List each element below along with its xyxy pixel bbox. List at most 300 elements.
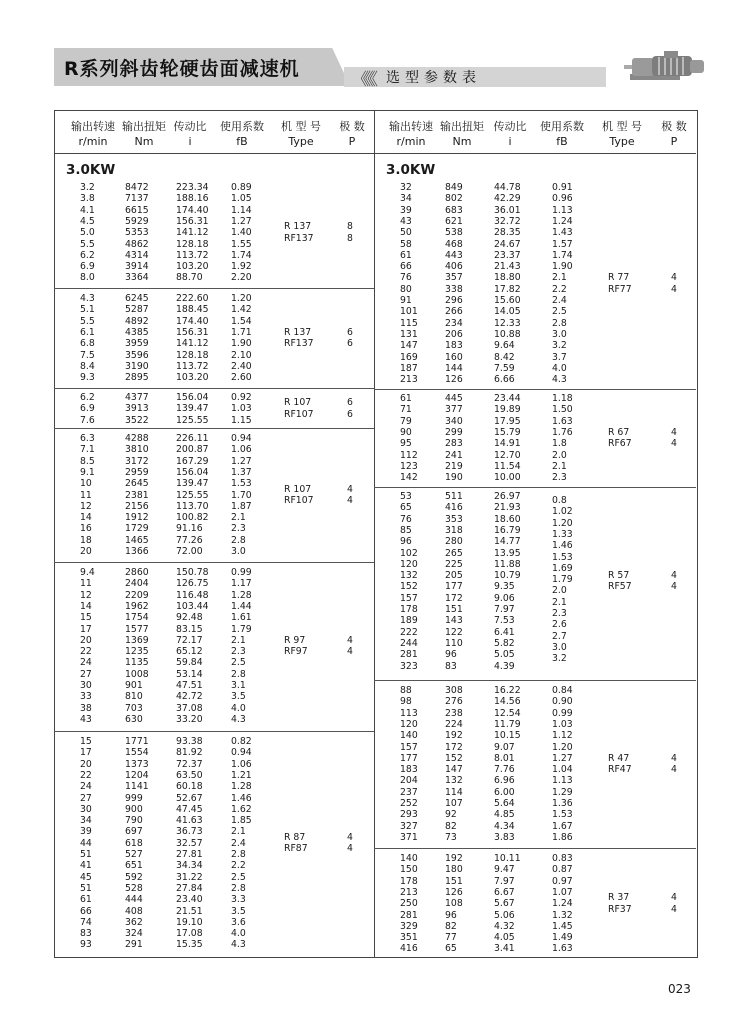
speed-cell: 101: [400, 306, 418, 318]
speed-cell: 416: [400, 943, 418, 955]
ratio-cell: 33.20: [176, 713, 203, 725]
torque-cell: 445: [445, 393, 463, 404]
torque-cell: 126: [445, 374, 463, 386]
service-factor-cell: 1.87: [231, 500, 252, 512]
service-factor-cell: 0.82: [231, 736, 252, 747]
speed-cell: 323: [400, 660, 418, 672]
service-factor-cell: 1.07: [552, 886, 573, 898]
speed-cell: 140: [400, 730, 418, 742]
speed-cell: 5.0: [80, 227, 95, 239]
torque-cell: 1366: [125, 546, 149, 557]
table-row: [0, 250, 750, 261]
speed-cell: 12: [80, 500, 92, 512]
service-factor-cell: 1.37: [231, 466, 252, 478]
torque-cell: 92: [445, 809, 457, 821]
ratio-cell: 32.57: [176, 837, 203, 849]
ratio-cell: 91.16: [176, 523, 203, 535]
torque-cell: 3364: [125, 272, 149, 284]
torque-cell: 1771: [125, 736, 149, 747]
torque-cell: 790: [125, 815, 143, 827]
speed-cell: 15: [80, 612, 92, 624]
ratio-cell: 15.60: [494, 295, 521, 306]
speed-cell: 27: [80, 792, 92, 804]
service-factor-cell: 1.79: [231, 623, 252, 635]
service-factor-cell: 2.60: [231, 372, 252, 384]
ratio-cell: 10.79: [494, 570, 521, 582]
ratio-cell: 6.96: [494, 775, 515, 787]
ratio-cell: 72.37: [176, 758, 203, 770]
torque-cell: 2209: [125, 589, 149, 601]
service-factor-cell: 1.04: [552, 764, 573, 776]
table-row: [0, 921, 750, 932]
pole-count: 6: [347, 338, 353, 350]
service-factor-cell: 1.92: [231, 261, 252, 273]
speed-cell: 76: [400, 513, 412, 525]
service-factor-cell: 4.0: [231, 928, 246, 940]
torque-cell: 266: [445, 306, 463, 318]
column-header-2: 传动比: [173, 120, 207, 133]
pole-count: 4: [671, 764, 677, 776]
torque-cell: 1912: [125, 512, 149, 524]
ratio-cell: 7.53: [494, 615, 515, 627]
table-row: [0, 708, 750, 719]
speed-cell: 22: [80, 769, 92, 781]
column-header-5: 极 数: [339, 120, 365, 133]
torque-cell: 1554: [125, 747, 149, 759]
service-factor-cell: 1.32: [552, 909, 573, 921]
service-factor-cell: 2.3: [552, 608, 567, 619]
speed-cell: 9.4: [80, 567, 95, 578]
speed-cell: 120: [400, 718, 418, 730]
speed-cell: 150: [400, 864, 418, 876]
speed-cell: 16: [80, 523, 92, 535]
torque-cell: 3959: [125, 338, 149, 350]
speed-cell: 204: [400, 775, 418, 787]
speed-cell: 252: [400, 798, 418, 809]
service-factor-cell: 1.20: [552, 517, 573, 529]
speed-cell: 32: [400, 182, 412, 193]
ratio-cell: 17.08: [176, 928, 203, 940]
speed-cell: 4.5: [80, 215, 95, 227]
service-factor-cell: 1.05: [231, 193, 252, 205]
ratio-cell: 24.67: [494, 238, 521, 250]
speed-cell: 61: [400, 249, 412, 261]
service-factor-cell: 0.99: [552, 707, 573, 719]
torque-cell: 192: [445, 853, 463, 864]
ratio-cell: 41.63: [176, 815, 203, 827]
service-factor-cell: 1.57: [552, 238, 573, 250]
speed-cell: 244: [400, 637, 418, 649]
table-row: [0, 864, 750, 875]
table-row: [0, 427, 750, 438]
speed-cell: 6.2: [80, 249, 95, 261]
service-factor-cell: 1.13: [552, 775, 573, 787]
speed-cell: 98: [400, 696, 412, 708]
model-type: R 67: [608, 426, 630, 438]
torque-cell: 224: [445, 718, 463, 730]
torque-cell: 1135: [125, 657, 149, 669]
torque-cell: 2959: [125, 466, 149, 478]
service-factor-cell: 1.69: [552, 562, 573, 574]
speed-cell: 14: [80, 600, 92, 612]
service-factor-cell: 2.4: [552, 295, 567, 306]
table-row: [0, 887, 750, 898]
torque-cell: 357: [445, 272, 463, 284]
speed-cell: 41: [80, 860, 92, 872]
column-unit-0: r/min: [396, 135, 426, 148]
speed-cell: 80: [400, 283, 412, 295]
table-row: [0, 340, 750, 351]
speed-cell: 123: [400, 460, 418, 472]
torque-cell: 5929: [125, 215, 149, 227]
column-header-5: 极 数: [661, 120, 687, 133]
service-factor-cell: 1.61: [231, 612, 252, 624]
service-factor-cell: 2.6: [552, 619, 567, 631]
ratio-cell: 8.42: [494, 351, 515, 363]
ratio-cell: 63.50: [176, 769, 203, 781]
ratio-cell: 5.82: [494, 637, 515, 649]
ratio-cell: 4.34: [494, 820, 515, 832]
table-row: [0, 472, 750, 483]
column-unit-4: Type: [288, 135, 314, 148]
table-row: [0, 404, 750, 415]
torque-cell: 4314: [125, 249, 149, 261]
service-factor-cell: 1.12: [552, 730, 573, 742]
service-factor-cell: 4.3: [231, 713, 246, 725]
model-type: RF107: [284, 495, 314, 507]
torque-cell: 8472: [125, 182, 149, 193]
torque-cell: 192: [445, 730, 463, 742]
speed-cell: 371: [400, 831, 418, 843]
model-type: R 97: [284, 634, 306, 646]
service-factor-cell: 1.14: [231, 204, 252, 216]
torque-cell: 3522: [125, 414, 149, 426]
column-unit-5: P: [348, 135, 356, 148]
torque-cell: 206: [445, 328, 463, 340]
table-row: [0, 205, 750, 216]
ratio-cell: 126.75: [176, 578, 209, 590]
model-type: RF137: [284, 232, 314, 244]
torque-cell: 340: [445, 415, 463, 427]
ratio-cell: 15.35: [176, 939, 203, 951]
torque-cell: 697: [125, 826, 143, 838]
model-type: RF67: [608, 438, 632, 450]
torque-cell: 177: [445, 581, 463, 593]
service-factor-cell: 1.54: [231, 315, 252, 327]
torque-cell: 901: [125, 680, 143, 691]
torque-cell: 651: [125, 860, 143, 872]
table-row: [0, 775, 750, 786]
service-factor-cell: 1.42: [231, 304, 252, 316]
table-row: [0, 261, 750, 272]
table-row: [0, 685, 750, 696]
service-factor-cell: 1.49: [552, 932, 573, 944]
ratio-cell: 5.05: [494, 649, 515, 661]
speed-cell: 132: [400, 570, 418, 582]
service-factor-cell: 1.24: [552, 215, 573, 227]
torque-cell: 132: [445, 775, 463, 787]
ratio-cell: 72.17: [176, 634, 203, 646]
ratio-cell: 100.82: [176, 512, 209, 524]
pole-count: 4: [671, 569, 677, 581]
table-row: [0, 943, 750, 954]
ratio-cell: 12.54: [494, 707, 521, 719]
torque-cell: 377: [445, 404, 463, 416]
pole-count: 6: [347, 408, 353, 420]
ratio-cell: 88.70: [176, 272, 203, 284]
ratio-cell: 52.67: [176, 792, 203, 804]
ratio-cell: 11.88: [494, 558, 521, 570]
torque-cell: 107: [445, 798, 463, 809]
speed-cell: 20: [80, 546, 92, 557]
torque-cell: 621: [445, 215, 463, 227]
speed-cell: 6.8: [80, 338, 95, 350]
torque-cell: 96: [445, 649, 457, 661]
torque-cell: 234: [445, 317, 463, 329]
table-row: [0, 798, 750, 809]
torque-cell: 114: [445, 786, 463, 798]
speed-cell: 281: [400, 649, 418, 661]
model-type: R 137: [284, 221, 312, 233]
torque-cell: 291: [125, 939, 143, 951]
ratio-cell: 13.95: [494, 547, 521, 559]
service-factor-cell: 2.0: [552, 449, 567, 461]
ratio-cell: 113.70: [176, 500, 209, 512]
ratio-cell: 42.72: [176, 691, 203, 703]
torque-cell: 900: [125, 803, 143, 815]
ratio-cell: 15.79: [494, 426, 521, 438]
section-subtitle: 选型参数表: [386, 70, 481, 86]
service-factor-cell: 2.1: [552, 460, 567, 472]
service-factor-cell: 1.06: [231, 758, 252, 770]
speed-cell: 79: [400, 415, 412, 427]
pole-count: 6: [347, 326, 353, 338]
table-row: [0, 182, 750, 193]
service-factor-cell: 2.40: [231, 360, 252, 372]
ratio-cell: 28.35: [494, 227, 521, 239]
service-factor-cell: 1.15: [231, 414, 252, 426]
pole-count: 4: [347, 843, 353, 855]
torque-cell: 299: [445, 426, 463, 438]
table-row: [0, 853, 750, 864]
ratio-cell: 9.06: [494, 592, 515, 604]
service-factor-cell: 2.0: [552, 585, 567, 597]
speed-cell: 61: [80, 894, 92, 906]
table-row: [0, 898, 750, 909]
speed-cell: 71: [400, 404, 412, 416]
service-factor-cell: 0.97: [552, 875, 573, 887]
service-factor-cell: 0.96: [552, 193, 573, 205]
pole-count: 4: [671, 426, 677, 438]
ratio-cell: 226.11: [176, 433, 209, 444]
speed-cell: 43: [80, 713, 92, 725]
torque-cell: 110: [445, 637, 463, 649]
service-factor-cell: 1.29: [552, 786, 573, 798]
model-type: R 87: [284, 831, 306, 843]
speed-cell: 113: [400, 707, 418, 719]
table-row: [0, 910, 750, 921]
speed-cell: 5.1: [80, 304, 95, 316]
torque-cell: 3914: [125, 261, 149, 273]
speed-cell: 327: [400, 820, 418, 832]
ratio-cell: 21.93: [494, 502, 521, 514]
ratio-cell: 17.82: [494, 283, 521, 295]
torque-cell: 999: [125, 792, 143, 804]
column-unit-1: Nm: [452, 135, 472, 148]
ratio-cell: 12.33: [494, 317, 521, 329]
column-unit-3: fB: [236, 135, 248, 148]
table-row: [0, 239, 750, 250]
torque-cell: 324: [125, 928, 143, 940]
column-header-2: 传动比: [493, 120, 527, 133]
ratio-cell: 141.12: [176, 338, 209, 350]
ratio-cell: 81.92: [176, 747, 203, 759]
speed-cell: 44: [80, 837, 92, 849]
ratio-cell: 12.70: [494, 449, 521, 461]
torque-cell: 1754: [125, 612, 149, 624]
service-factor-cell: 1.63: [552, 415, 573, 427]
torque-cell: 265: [445, 547, 463, 559]
ratio-cell: 37.08: [176, 702, 203, 714]
service-factor-cell: 1.27: [231, 215, 252, 227]
speed-cell: 157: [400, 741, 418, 753]
table-row: [0, 193, 750, 204]
table-row: [0, 809, 750, 820]
speed-cell: 351: [400, 932, 418, 944]
ratio-cell: 113.72: [176, 249, 209, 261]
ratio-cell: 77.26: [176, 534, 203, 546]
ratio-cell: 23.40: [176, 894, 203, 906]
service-factor-cell: 0.83: [552, 853, 573, 864]
ratio-cell: 113.72: [176, 360, 209, 372]
service-factor-cell: 1.53: [552, 809, 573, 821]
ratio-cell: 27.84: [176, 882, 203, 894]
table-row: [0, 393, 750, 404]
ratio-cell: 60.18: [176, 781, 203, 793]
speed-cell: 4.3: [80, 293, 95, 304]
ratio-cell: 72.00: [176, 546, 203, 557]
model-type: R 37: [608, 892, 630, 904]
torque-cell: 205: [445, 570, 463, 582]
torque-cell: 172: [445, 592, 463, 604]
service-factor-cell: 0.89: [231, 182, 252, 193]
speed-cell: 18: [80, 534, 92, 546]
torque-cell: 183: [445, 340, 463, 352]
ratio-cell: 4.05: [494, 932, 515, 944]
torque-cell: 65: [445, 943, 457, 955]
speed-cell: 61: [400, 393, 412, 404]
ratio-cell: 65.12: [176, 646, 203, 658]
ratio-cell: 10.15: [494, 730, 521, 742]
group-separator: [374, 389, 696, 390]
torque-cell: 443: [445, 249, 463, 261]
table-row: [0, 661, 750, 672]
torque-cell: 468: [445, 238, 463, 250]
ratio-cell: 44.78: [494, 182, 521, 193]
ratio-cell: 9.35: [494, 581, 515, 593]
model-type: R 107: [284, 483, 312, 495]
speed-cell: 93: [80, 939, 92, 951]
speed-cell: 6.9: [80, 261, 95, 273]
service-factor-cell: 3.5: [231, 905, 246, 917]
service-factor-cell: 3.0: [552, 328, 567, 340]
ratio-cell: 14.05: [494, 306, 521, 318]
ratio-cell: 4.39: [494, 660, 515, 672]
ratio-cell: 7.97: [494, 875, 515, 887]
torque-cell: 190: [445, 472, 463, 484]
ratio-cell: 5.67: [494, 898, 515, 910]
ratio-cell: 21.51: [176, 905, 203, 917]
ratio-cell: 125.55: [176, 489, 209, 501]
speed-cell: 66: [80, 905, 92, 917]
speed-cell: 281: [400, 909, 418, 921]
service-factor-cell: 1.20: [552, 741, 573, 753]
torque-cell: 73: [445, 831, 457, 843]
ratio-cell: 174.40: [176, 315, 209, 327]
service-factor-cell: 1.17: [231, 578, 252, 590]
service-factor-cell: 2.1: [231, 512, 246, 524]
service-factor-cell: 2.5: [231, 871, 246, 883]
header-rule: [374, 153, 696, 154]
table-row: [0, 315, 750, 329]
service-factor-cell: 1.43: [552, 227, 573, 239]
page-number: 023: [668, 982, 691, 996]
model-type: R 107: [284, 397, 312, 409]
torque-cell: 151: [445, 604, 463, 615]
service-factor-cell: 4.0: [552, 362, 567, 374]
column-unit-0: r/min: [78, 135, 108, 148]
torque-cell: 1369: [125, 634, 149, 646]
torque-cell: 4862: [125, 238, 149, 250]
torque-cell: 77: [445, 932, 457, 944]
ratio-cell: 32.72: [494, 215, 521, 227]
speed-cell: 88: [400, 685, 412, 696]
table-row: [0, 547, 750, 563]
service-factor-cell: 1.46: [231, 792, 252, 804]
group-separator: [54, 388, 374, 389]
ratio-cell: 26.97: [494, 491, 521, 502]
ratio-cell: 200.87: [176, 444, 209, 456]
ratio-cell: 6.41: [494, 626, 515, 638]
speed-cell: 66: [400, 261, 412, 273]
service-factor-cell: 2.3: [552, 472, 567, 484]
model-type: R 57: [608, 569, 630, 581]
service-factor-cell: 1.67: [552, 820, 573, 832]
torque-cell: 1008: [125, 668, 149, 680]
speed-cell: 142: [400, 472, 418, 484]
ratio-cell: 18.60: [494, 513, 521, 525]
table-row: [0, 284, 750, 295]
pole-count: 4: [347, 483, 353, 495]
ratio-cell: 3.41: [494, 943, 515, 955]
ratio-cell: 14.56: [494, 696, 521, 708]
torque-cell: 144: [445, 362, 463, 374]
ratio-cell: 150.78: [176, 567, 209, 578]
column-header-0: 输出转速: [71, 120, 115, 133]
model-type: RF47: [608, 764, 632, 776]
pole-count: 4: [347, 495, 353, 507]
torque-cell: 630: [125, 713, 143, 725]
service-factor-cell: 1.27: [231, 455, 252, 467]
torque-cell: 283: [445, 438, 463, 450]
service-factor-cell: 3.0: [552, 641, 567, 653]
service-factor-cell: 1.53: [552, 551, 573, 563]
power-rating: 3.0KW: [66, 162, 116, 178]
speed-cell: 22: [80, 646, 92, 658]
ratio-cell: 141.12: [176, 227, 209, 239]
torque-cell: 528: [125, 882, 143, 894]
column-header-1: 输出扭矩: [122, 120, 166, 133]
